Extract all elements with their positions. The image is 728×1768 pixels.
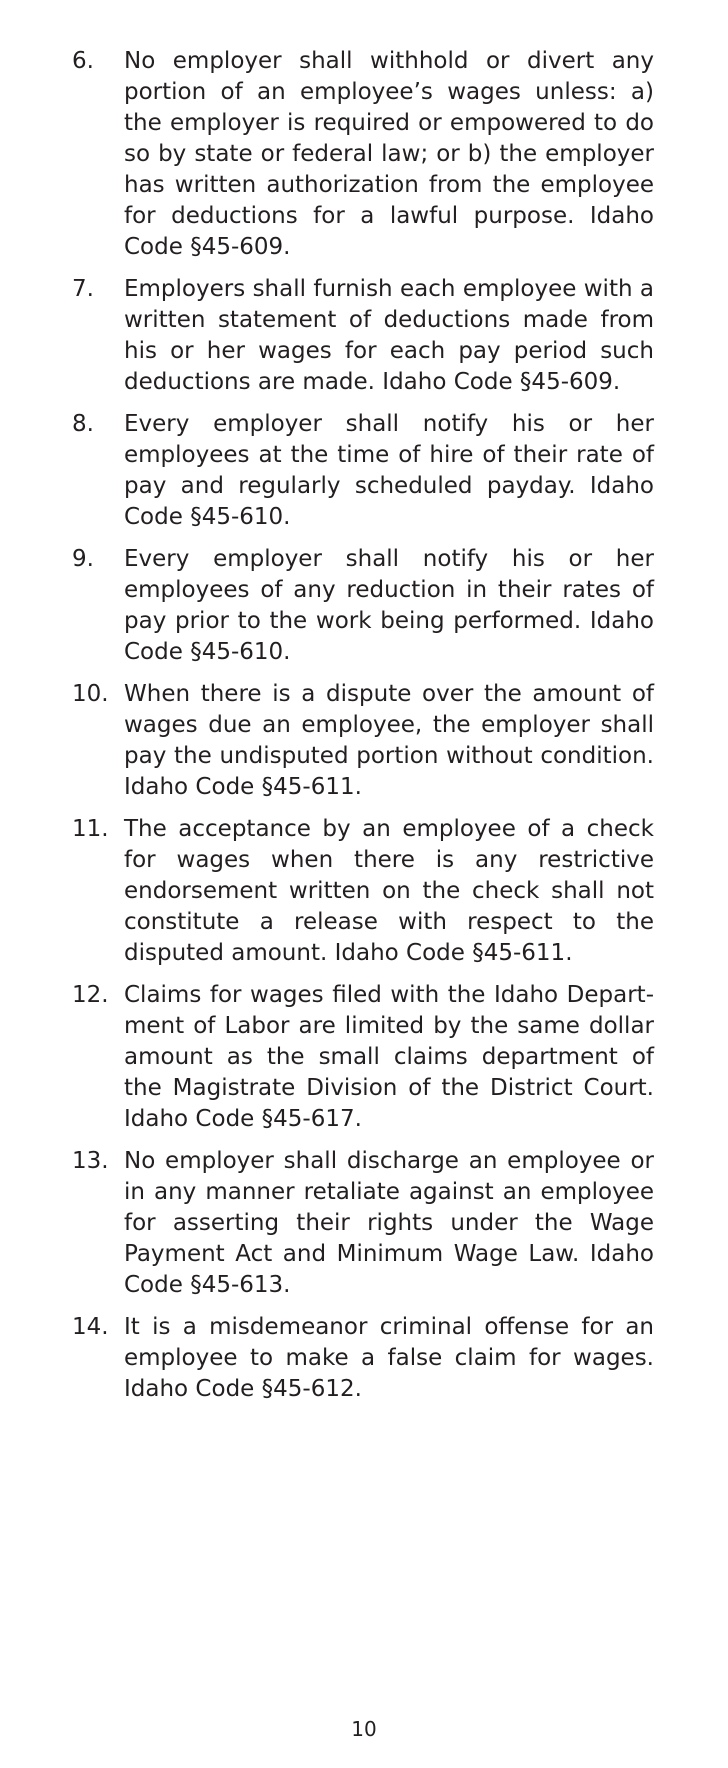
list-item: [72, 274, 654, 398]
list-item-number: 10.: [72, 681, 109, 707]
list-item-number: 6.: [72, 48, 94, 74]
list-item-text: The acceptance by an employee of a check for wages when there is any restrictive endorsement written on the check shall not constitute a release with respect to the disputed amount. Idaho Code §45-611.: [124, 816, 654, 966]
list-item-text: Employers shall furnish each employee with a written statement of deductions made from his or her wages for each pay period such deductions are made. Idaho Code §45-609.: [124, 276, 654, 395]
list-item-number: 13.: [72, 1148, 109, 1174]
list-item: [72, 409, 654, 533]
list-item: [72, 1312, 654, 1405]
list-item-text: No employer shall discharge an employee or in any manner retaliate against an employee for asserting their rights under the Wage Payment Act and Minimum Wage Law. Idaho Code §45-613.: [124, 1148, 654, 1298]
list-item: [72, 679, 654, 803]
list-item-text: Every employer shall notify his or her employees of any reduction in their rates of pay prior to the work being performed. Idaho Code §45-610.: [124, 546, 654, 665]
list-item-number: 14.: [72, 1314, 109, 1340]
list-item-text: When there is a dispute over the amount of wages due an employee, the employer shall pay the undisputed portion without condition. Idaho Code §45-611.: [124, 681, 654, 800]
list-item-number: 11.: [72, 816, 109, 842]
page-number: 10: [351, 1717, 377, 1741]
list-item: [72, 980, 654, 1135]
list-item-number: 9.: [72, 546, 94, 572]
list-item-text: Claims for wages filed with the Idaho Department of Labor are limited by the same dollar amount as the small claims department of the Magistrate Division of the District Court. Idaho Code §45-617.: [124, 982, 654, 1132]
list-item-text: Every employer shall notify his or her employees at the time of hire of their rate of pay and regularly scheduled payday. Idaho Code §45-610.: [124, 411, 654, 530]
list-item-number: 12.: [72, 982, 109, 1008]
list-item: [72, 1146, 654, 1301]
list-item-number: 8.: [72, 411, 94, 437]
numbered-list: [72, 46, 654, 1416]
list-item: [72, 46, 654, 263]
list-item-text: No employer shall withhold or divert any portion of an employee’s wages unless: a) the employer is required or empowered to do so by state or federal law; or b) the employer has written authorization from the employee for deductions for a lawful purpose. Idaho Code §45-609.: [124, 48, 654, 260]
list-item: [72, 544, 654, 668]
list-item-number: 7.: [72, 276, 94, 302]
list-item: [72, 814, 654, 969]
list-item-text: It is a misdemeanor criminal offense for an employee to make a false claim for wages. Idaho Code §45-612.: [124, 1314, 654, 1402]
